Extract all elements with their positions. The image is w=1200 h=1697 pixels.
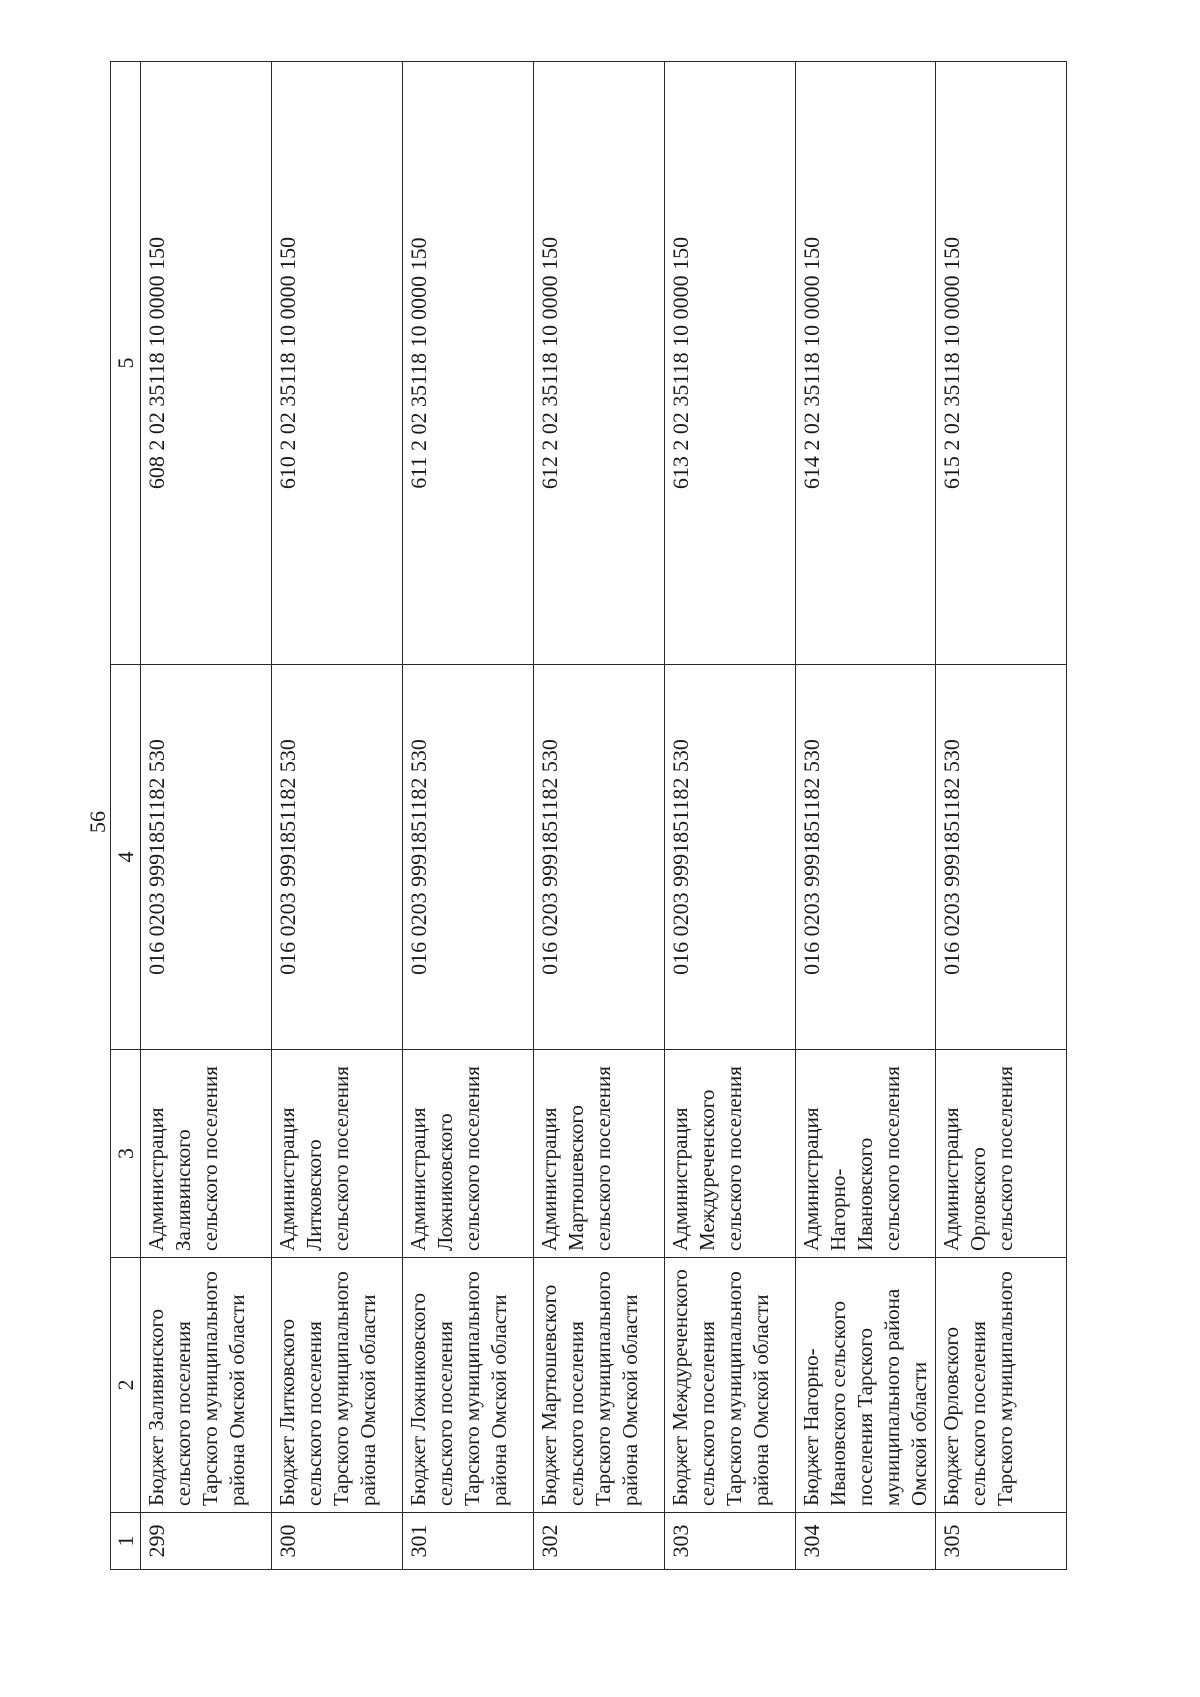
row-number: 300 [272, 1513, 403, 1570]
expense-code-cell: 016 0203 9991851182 530 [141, 665, 272, 1050]
row-number: 299 [141, 1513, 272, 1570]
table-row [272, 62, 403, 1570]
budget-cell: Бюджет Литковского сельского поселения Тарского муниципального района Омской области [272, 1258, 403, 1513]
revenue-code-cell: 614 2 02 35118 10 0000 150 [796, 62, 936, 665]
table-row [403, 62, 534, 1570]
budget-table [110, 61, 1067, 1570]
budget-cell: Бюджет Мартюшевского сельского поселения Тарского муниципального района Омской области [534, 1258, 665, 1513]
revenue-code-cell: 611 2 02 35118 10 0000 150 [403, 62, 534, 665]
revenue-code-cell: 608 2 02 35118 10 0000 150 [141, 62, 272, 665]
administration-cell: Администрация Междуреченского сельского поселения [665, 1050, 796, 1258]
revenue-code-cell: 615 2 02 35118 10 0000 150 [936, 62, 1067, 665]
expense-code-cell: 016 0203 9991851182 530 [272, 665, 403, 1050]
revenue-code-cell: 612 2 02 35118 10 0000 150 [534, 62, 665, 665]
administration-cell: Администрация Нагорно-Ивановского сельского поселения [796, 1050, 936, 1258]
column-header-1: 1 [111, 1513, 141, 1570]
row-number: 305 [936, 1513, 1067, 1570]
budget-cell: Бюджет Заливинского сельского поселения Тарского муниципального района Омской области [141, 1258, 272, 1513]
administration-cell: Администрация Литковского сельского поселения [272, 1050, 403, 1258]
expense-code-cell: 016 0203 9991851182 530 [796, 665, 936, 1050]
row-number: 302 [534, 1513, 665, 1570]
budget-cell: Бюджет Междуреченского сельского поселения Тарского муниципального района Омской области [665, 1258, 796, 1513]
administration-cell: Администрация Орловского сельского поселения [936, 1050, 1067, 1258]
header-row [111, 62, 141, 1570]
column-header-3: 3 [111, 1050, 141, 1258]
revenue-code-cell: 613 2 02 35118 10 0000 150 [665, 62, 796, 665]
row-number: 304 [796, 1513, 936, 1570]
administration-cell: Администрация Мартюшевского сельского поселения [534, 1050, 665, 1258]
table-row [796, 62, 936, 1570]
table-row [665, 62, 796, 1570]
administration-cell: Администрация Заливинского сельского поселения [141, 1050, 272, 1258]
column-header-4: 4 [111, 665, 141, 1050]
revenue-code-cell: 610 2 02 35118 10 0000 150 [272, 62, 403, 665]
administration-cell: Администрация Ложниковского сельского поселения [403, 1050, 534, 1258]
row-number: 301 [403, 1513, 534, 1570]
expense-code-cell: 016 0203 9991851182 530 [403, 665, 534, 1050]
budget-cell: Бюджет Нагорно-Ивановского сельского поселения Тарского муниципального района Омской области [796, 1258, 936, 1513]
page-number: 56 [85, 811, 110, 833]
column-header-2: 2 [111, 1258, 141, 1513]
table-row [534, 62, 665, 1570]
row-number: 303 [665, 1513, 796, 1570]
column-header-5: 5 [111, 62, 141, 665]
expense-code-cell: 016 0203 9991851182 530 [534, 665, 665, 1050]
budget-cell: Бюджет Ложниковского сельского поселения Тарского муниципального района Омской области [403, 1258, 534, 1513]
budget-cell: Бюджет Орловского сельского поселения Тарского муниципального [936, 1258, 1067, 1513]
expense-code-cell: 016 0203 9991851182 530 [665, 665, 796, 1050]
table-row [936, 62, 1067, 1570]
expense-code-cell: 016 0203 9991851182 530 [936, 665, 1067, 1050]
rotated-table-container [110, 62, 1065, 1570]
table-row [141, 62, 272, 1570]
